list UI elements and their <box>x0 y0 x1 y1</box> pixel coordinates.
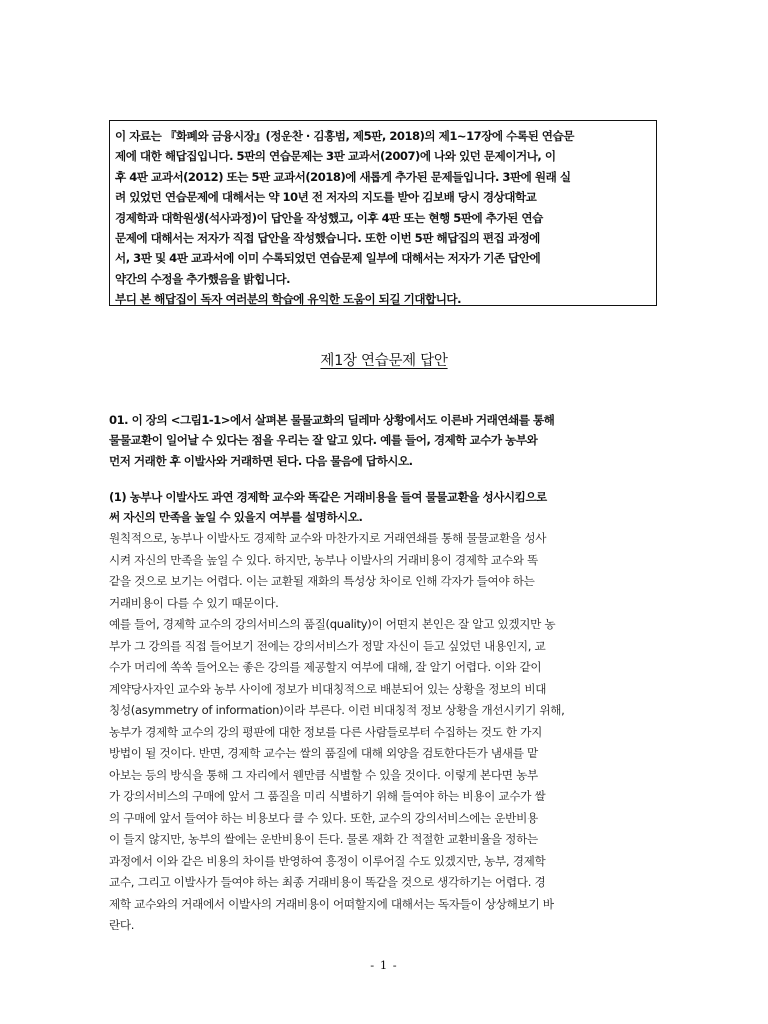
answer-line: 이 들지 않지만, 농부의 쌀에는 운반비용이 든다. 물론 재화 간 적절한 교환비율을 정하는 <box>109 832 538 846</box>
answer-body <box>109 528 661 937</box>
sub-question-line: 써 자신의 만족을 높일 수 있을지 여부를 설명하시오. <box>109 510 363 525</box>
answer-line: 수가 머리에 쏙쏙 들어오는 좋은 강의를 제공할지 여부에 대해, 잘 알기 어렵다. 이와 같이 <box>109 660 542 674</box>
notice-line: 서, 3판 및 4판 교과서에 이미 수록되었던 연습문제 일부에 대해서는 저자가 기존 답안에 <box>115 251 541 266</box>
chapter-title <box>0 351 768 371</box>
answer-line: 의 구매에 앞서 들여야 하는 비용보다 클 수 있다. 또한, 교수의 강의서비스에는 운반비용 <box>109 810 538 825</box>
answer-line: 아보는 등의 방식을 통해 그 자리에서 웬만큼 식별할 수 있을 것이다. 이렇게 본다면 농부 <box>109 767 538 782</box>
answer-line: 교수, 그리고 이발사가 들여야 하는 최종 거래비용이 똑같을 것으로 생각하기는 어렵다. 경 <box>109 875 546 889</box>
chapter-title-text: 제1장 연습문제 답안 <box>320 353 448 369</box>
notice-box <box>109 120 657 306</box>
answer-line: 예를 들어, 경제학 교수의 강의서비스의 품질(quality)이 어떤지 본인은 잘 알고 있겠지만 농 <box>109 617 556 631</box>
answer-line: 란다. <box>109 918 135 932</box>
question-line: 먼저 거래한 후 이발사와 거래하면 된다. 다음 물음에 답하시오. <box>109 453 413 468</box>
answer-line: 칭성(asymmetry of information)이라 부른다. 이런 비대칭적 정보 상황을 개선시키기 위해, <box>109 703 565 717</box>
question-line: 물물교환이 일어날 수 있다는 점을 우리는 잘 알고 있다. 예를 들어, 경제학 교수가 농부와 <box>109 433 538 448</box>
answer-line: 계약당사자인 교수와 농부 사이에 정보가 비대칭적으로 배분되어 있는 상황을 정보의 비대 <box>109 681 547 696</box>
notice-line: 부디 본 해답집이 독자 여러분의 학습에 유익한 도움이 되길 기대합니다. <box>115 292 462 307</box>
notice-line: 문제에 대해서는 저자가 직접 답안을 작성했습니다. 또한 이번 5판 해답집의 편집 과정에 <box>115 231 540 246</box>
page-number: - 1 - <box>370 958 398 972</box>
answer-line: 농부가 경제학 교수의 강의 평판에 대한 정보를 다른 사람들로부터 수집하는 것도 한 가지 <box>109 724 543 739</box>
question-line: 01. 이 장의 <그림1-1>에서 살펴본 물물교화의 딜레마 상황에서도 이른바 거래연쇄를 통해 <box>109 413 555 427</box>
answer-line: 과정에서 이와 같은 비용의 차이를 반영하여 흥정이 이루어질 수도 있겠지만, 농부, 경제학 <box>109 853 546 868</box>
notice-line: 이 자료는 『화폐와 금융시장』(정운찬 · 김홍범, 제5판, 2018)의 제1~17장에 수록된 연습문 <box>115 129 574 143</box>
notice-line: 제에 대한 해답집입니다. 5판의 연습문제는 3판 교과서(2007)에 나와 있던 문제이거나, 이 <box>115 149 556 164</box>
question-01 <box>109 410 661 471</box>
answer-line: 시켜 자신의 만족을 높일 수 있다. 하지만, 농부나 이발사의 거래비용이 경제학 교수와 똑 <box>109 552 538 567</box>
sub-question-1 <box>109 487 661 528</box>
notice-line: 경제학과 대학원생(석사과정)이 답안을 작성했고, 이후 4판 또는 현행 5판에 추가된 연습 <box>115 210 543 225</box>
answer-line: 원칙적으로, 농부나 이발사도 경제학 교수와 마찬가지로 거래연쇄를 통해 물물교환을 성사 <box>109 531 547 545</box>
answer-line: 같을 것으로 보기는 어렵다. 이는 교환될 재화의 특성상 차이로 인해 각자가 들여야 하는 <box>109 574 535 588</box>
answer-line: 제학 교수와의 거래에서 이발사의 거래비용이 어떠할지에 대해서는 독자들이 상상해보기 바 <box>109 896 554 911</box>
notice-line: 후 4판 교과서(2012) 또는 5판 교과서(2018)에 새롭게 추가된 문제들입니다. 3판에 원래 실 <box>115 169 571 184</box>
notice-line: 려 있었던 연습문제에 대해서는 약 10년 전 저자의 지도를 받아 김보배 당시 경상대학교 <box>115 190 537 205</box>
answer-line: 부가 그 강의를 직접 들어보기 전에는 강의서비스가 정말 자신이 듣고 싶었던 내용인지, 교 <box>109 638 546 653</box>
sub-question-line: (1) 농부나 이발사도 과연 경제학 교수와 똑같은 거래비용을 들여 물물교환을 성사시킴으로 <box>109 490 547 504</box>
answer-line: 가 강의서비스의 구매에 앞서 그 품질을 미리 식별하기 위해 들여야 하는 비용이 교수가 쌀 <box>109 789 546 803</box>
answer-line: 방법이 될 것이다. 반면, 경제학 교수는 쌀의 품질에 대해 외양을 검토한다든가 냄새를 맡 <box>109 746 538 760</box>
answer-line: 거래비용이 다를 수 있기 때문이다. <box>109 595 279 610</box>
notice-line: 약간의 수정을 추가했음을 밝힙니다. <box>115 271 291 286</box>
